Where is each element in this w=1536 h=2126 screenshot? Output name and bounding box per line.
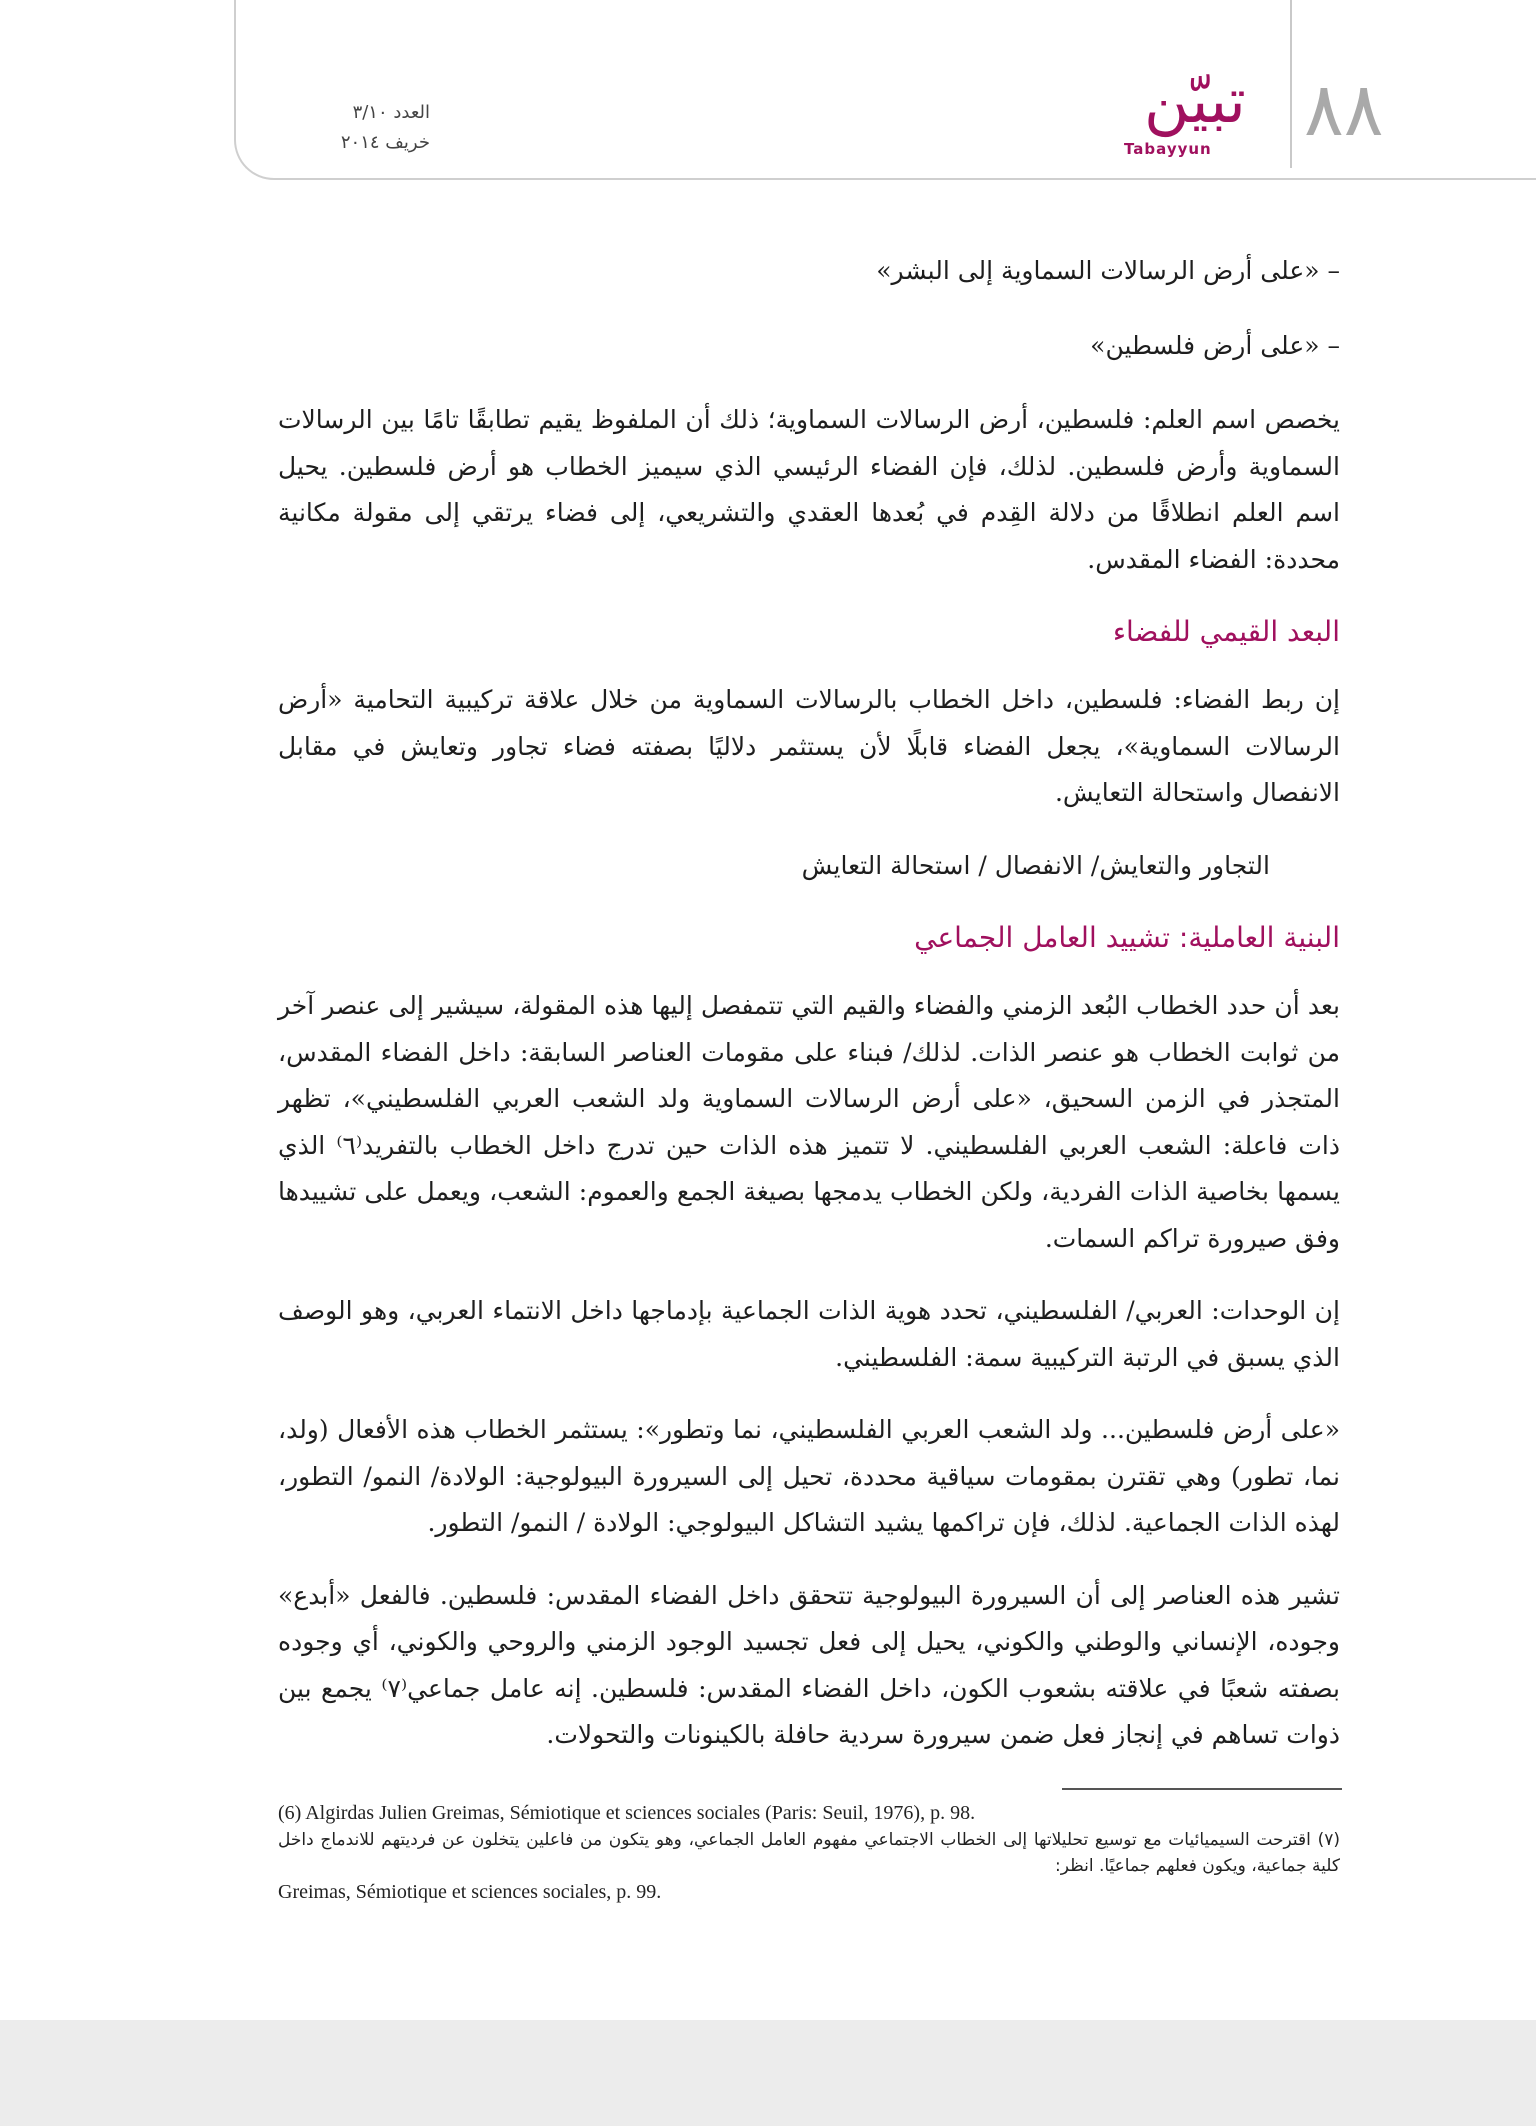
issue-season: خريف ٢٠١٤ — [340, 132, 430, 153]
journal-logo — [1118, 66, 1278, 166]
paragraph-4: إن الوحدات: العربي/ الفلسطيني، تحدد هوية الذات الجماعية بإدماجها داخل الانتماء العربي، وهو الوصف الذي يسبق في الرتبة التركيبية سمة: الفلسطيني. — [278, 1296, 1340, 1372]
issue-info — [270, 98, 430, 158]
quote-line-2: – «على أرض فلسطين» — [1090, 330, 1340, 360]
quote-line-1: – «على أرض الرسالات السماوية إلى البشر» — [876, 256, 1340, 285]
footnotes — [278, 1800, 1340, 1906]
footnote-7-reference: Greimas, Sémiotique et sciences sociales, p. 99. — [278, 1881, 662, 1903]
issue-number: العدد ٣/١٠ — [352, 102, 430, 123]
section-heading-value-dimension: البعد القيمي للفضاء — [1112, 615, 1340, 648]
section-heading-actantial-structure: البنية العاملية: تشييد العامل الجماعي — [914, 921, 1340, 954]
paragraph-1: يخصص اسم العلم: فلسطين، أرض الرسالات السماوية؛ ذلك أن الملفوظ يقيم تطابقًا تامًا بين الرسالات السماوية وأرض فلسطين. لذلك، فإن الفضاء الرئيسي الذي سيميز الخطاب هو أرض فلسطين. يحيل اسم العلم انطلاقًا من دلالة القِدم في بُعدها العقدي والتشريعي، إلى فضاء يرتقي إلى مقولة مكانية محددة: الفضاء المقدس. — [278, 405, 1340, 574]
semantic-triad: التجاور والتعايش/ الانفصال / استحالة التعايش — [801, 850, 1270, 880]
article-body — [278, 248, 1340, 1785]
header-divider — [1290, 0, 1292, 168]
logo-arabic-text: تبيّن — [1144, 64, 1246, 137]
logo-latin-text: Tabayyun — [1124, 140, 1212, 158]
paragraph-3: بعد أن حدد الخطاب البُعد الزمني والفضاء والقيم التي تتمفصل إليها هذه المقولة، سيشير إلى عنصر آخر من ثوابت الخطاب هو عنصر الذات. لذلك/ فبناء على مقومات العناصر السابقة: داخل الفضاء المقدس، المتجذر في الزمن السحيق، «على أرض الرسالات السماوية ولد الشعب العربي الفلسطيني»، تظهر ذات فاعلة: الشعب العربي الفلسطيني. لا تتميز هذه الذات حين تدرج داخل الخطاب بالتفريد⁽٦⁾ الذي يسمها بخاصية الذات الفردية، ولكن الخطاب يدمجها بصيغة الجمع والعموم: الشعب، ويعمل على تشييدها وفق صيرورة تراكم السمات. — [278, 991, 1340, 1253]
paragraph-6: تشير هذه العناصر إلى أن السيرورة البيولوجية تتحقق داخل الفضاء المقدس: فلسطين. فالفعل «أبدع» وجوده، الإنساني والوطني والكوني، يحيل إلى فعل تجسيد الوجود الزمني والروحي والكوني، أي وجوده بصفته شعبًا في علاقته بشعوب الكون، داخل الفضاء المقدس: فلسطين. إنه عامل جماعي⁽٧⁾ يجمع بين ذوات تساهم في إنجاز فعل ضمن سيرورة سردية حافلة بالكينونات والتحولات. — [278, 1580, 1340, 1749]
footnote-6: (6) Algirdas Julien Greimas, Sémiotique et sciences sociales (Paris: Seuil, 1976), p. 98. — [278, 1802, 976, 1824]
footnote-separator — [1062, 1788, 1342, 1790]
page-number: ٨٨ — [1304, 67, 1384, 153]
footnote-7: (٧) اقترحت السيميائيات مع توسيع تحليلاتها إلى الخطاب الاجتماعي مفهوم العامل الجماعي، وهو يتكون من فاعلين يتخلون عن فرديتهم للاندماج داخل كلية جماعية، ويكون فعلهم جماعيًا. انظر: — [278, 1830, 1340, 1876]
page-footer-band — [0, 2020, 1536, 2126]
paragraph-5: «على أرض فلسطين... ولد الشعب العربي الفلسطيني، نما وتطور»: يستثمر الخطاب هذه الأفعال (ولد، نما، تطور) وهي تقترن بمقومات سياقية محددة، تحيل إلى السيرورة البيولوجية: الولادة/ النمو/ التطور، لهذه الذات الجماعية. لذلك، فإن تراكمها يشيد التشاكل البيولوجي: الولادة / النمو/ التطور. — [278, 1415, 1340, 1537]
paragraph-2: إن ربط الفضاء: فلسطين، داخل الخطاب بالرسالات السماوية من خلال علاقة تركيبية التحامية «أرض الرسالات السماوية»، يجعل الفضاء قابلًا لأن يستثمر دلاليًا بصفته فضاء تجاور وتعايش في مقابل الانفصال واستحالة التعايش. — [278, 685, 1340, 807]
